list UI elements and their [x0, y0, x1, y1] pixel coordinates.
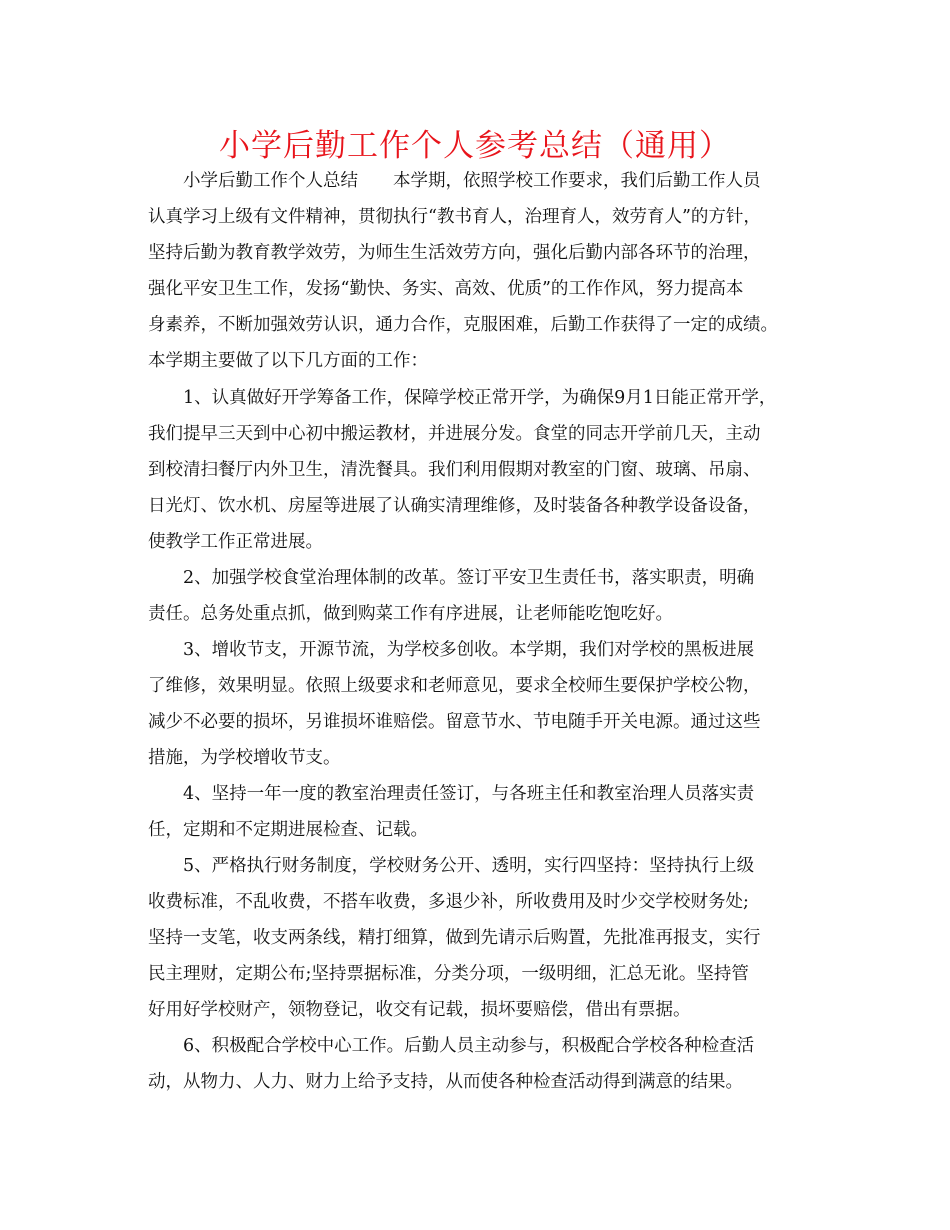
body-line: 5、严格执行财务制度，学校财务公开、透明，实行四坚持：坚持执行上级	[148, 856, 755, 876]
body-line: 4、坚持一年一度的教室治理责任签订，与各班主任和教室治理人员落实责	[148, 784, 755, 804]
body-line: 3、增收节支，开源节流，为学校多创收。本学期，我们对学校的黑板进展	[148, 640, 755, 660]
body-line: 使教学工作正常进展。	[148, 532, 323, 552]
body-line: 坚持一支笔，收支两条线，精打细算，做到先请示后购置，先批准再报支，实行	[148, 928, 761, 948]
body-line: 认真学习上级有文件精神，贯彻执行“教书育人，治理育人，效劳育人”的方针，	[148, 207, 761, 227]
body-line: 本学期主要做了以下几方面的工作：	[148, 351, 428, 371]
body-line: 1、认真做好开学筹备工作，保障学校正常开学，为确保9月1日能正常开学，	[148, 388, 777, 408]
body-line: 身素养，不断加强效劳认识，通力合作，克服困难，后勤工作获得了一定的成绩。	[148, 315, 778, 335]
body-line: 2、加强学校食堂治理体制的改革。签订平安卫生责任书，落实职责，明确	[148, 568, 755, 588]
body-line: 小学后勤工作个人总结 本学期，依照学校工作要求，我们后勤工作人员	[148, 171, 761, 191]
body-line: 6、积极配合学校中心工作。后勤人员主动参与，积极配合学校各种检查活	[148, 1036, 755, 1056]
body-line: 任，定期和不定期进展检查、记载。	[148, 820, 428, 840]
body-line: 强化平安卫生工作，发扬“勤快、务实、高效、优质”的工作作风，努力提高本	[148, 279, 744, 299]
body-line: 我们提早三天到中心初中搬运教材，并进展分发。食堂的同志开学前几天，主动	[148, 424, 761, 444]
document-title: 小学后勤工作个人参考总结（通用）	[219, 128, 731, 164]
body-line: 动，从物力、人力、财力上给予支持，从而使各种检查活动得到满意的结果。	[148, 1072, 743, 1092]
body-line: 民主理财，定期公布;坚持票据标准，分类分项，一级明细，汇总无讹。坚持管	[148, 964, 749, 984]
body-line: 了维修，效果明显。依照上级要求和老师意见，要求全校师生要保护学校公物，	[148, 676, 761, 696]
body-line: 减少不必要的损坏，另谁损坏谁赔偿。留意节水、节电随手开关电源。通过这些	[148, 712, 761, 732]
body-line: 坚持后勤为教育教学效劳，为师生生活效劳方向，强化后勤内部各环节的治理，	[148, 243, 761, 263]
body-line: 好用好学校财产，领物登记，收交有记载，损坏要赔偿，借出有票据。	[148, 1000, 691, 1020]
body-line: 措施，为学校增收节支。	[148, 748, 341, 768]
body-line: 到校清扫餐厅内外卫生，清洗餐具。我们利用假期对教室的门窗、玻璃、吊扇、	[148, 460, 761, 480]
body-line: 责任。总务处重点抓，做到购菜工作有序进展，让老师能吃饱吃好。	[148, 604, 673, 624]
body-line: 收费标准，不乱收费，不搭车收费，多退少补，所收费用及时少交学校财务处;	[148, 892, 749, 912]
body-line: 日光灯、饮水机、房屋等进展了认确实清理维修，及时装备各种教学设备设备，	[148, 496, 761, 516]
